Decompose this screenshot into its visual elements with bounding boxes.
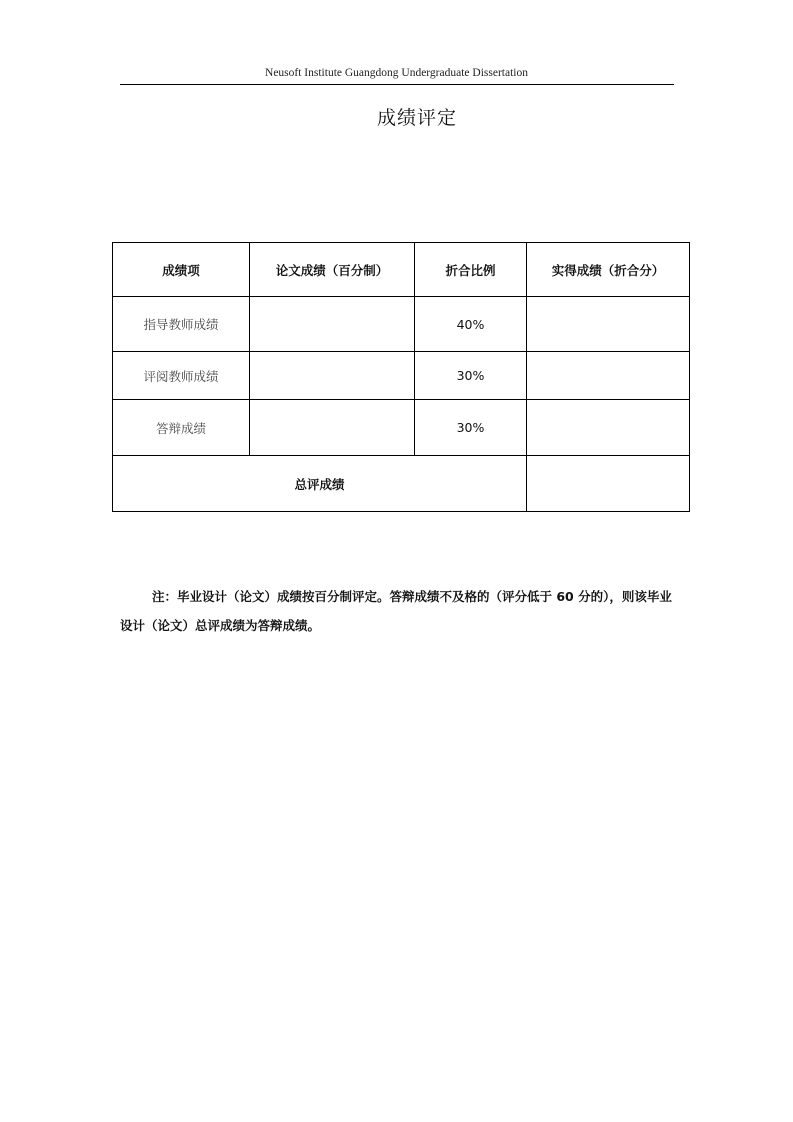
table-row [113,400,690,456]
row-weighted-cell[interactable] [527,400,690,456]
column-header-score: 论文成绩（百分制） [250,243,415,297]
row-score-cell[interactable] [250,400,415,456]
row-ratio-cell: 30% [415,400,527,456]
grading-note: 注：毕业设计（论文）成绩按百分制评定。答辩成绩不及格的（评分低于 60 分的），则该毕业设计（论文）总评成绩为答辩成绩。 [120,589,672,633]
total-value-cell[interactable] [527,456,690,512]
column-header-weighted: 实得成绩（折合分） [527,243,690,297]
column-header-item: 成绩项 [113,243,250,297]
header-divider [120,84,674,85]
column-header-ratio: 折合比例 [415,243,527,297]
table-header-row [113,243,690,297]
row-weighted-cell[interactable] [527,297,690,352]
table-row [113,352,690,400]
row-weighted-cell[interactable] [527,352,690,400]
row-item-label: 评阅教师成绩 [113,352,250,400]
running-header: Neusoft Institute Guangdong Undergraduate Dissertation [265,67,528,79]
total-label: 总评成绩 [113,456,527,512]
row-ratio-cell: 40% [415,297,527,352]
row-item-label: 指导教师成绩 [113,297,250,352]
page-title: 成绩评定 [376,107,457,129]
row-score-cell[interactable] [250,352,415,400]
table-row [113,297,690,352]
total-row [113,456,690,512]
row-item-label: 答辩成绩 [113,400,250,456]
grade-table [112,242,690,512]
row-ratio-cell: 30% [415,352,527,400]
row-score-cell[interactable] [250,297,415,352]
